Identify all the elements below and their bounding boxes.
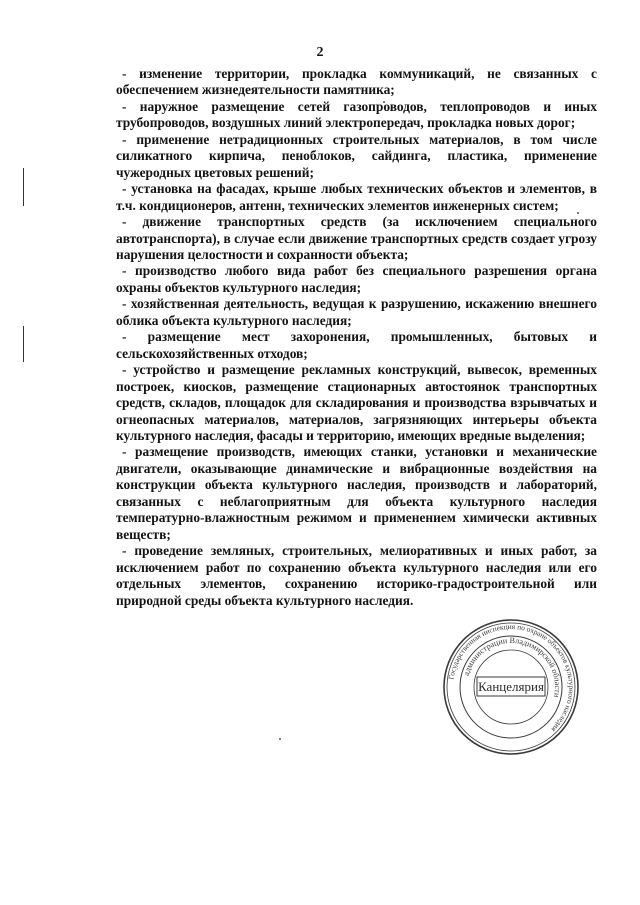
restriction-item: - размещение мест захоронения, промышленных, бытовых и сельскохозяйственных отходов; (116, 329, 597, 361)
body-text (116, 66, 597, 609)
office-stamp (441, 617, 581, 757)
restriction-item: - размещение производств, имеющих станки, установки и механические двигатели, оказывающие динамические и вибрационные воздействия на конструкции объекта культурного наследия, производств и лабораторий, связанных с неблагоприятным для объекта культурного наследия температурно-влажностным режимом и применением химически активных веществ; (116, 444, 597, 542)
stamp-center-label: Канцелярия (478, 679, 544, 694)
scan-speck (279, 738, 281, 740)
restriction-item: - движение транспортных средств (за исключением специального автотранспорта), в случае если движение транспортных средств создает угрозу нарушения целостности и сохранности объекта; (116, 214, 597, 262)
restriction-item: - производство любого вида работ без специального разрешения органа охраны объектов культурного наследия; (116, 263, 597, 295)
restriction-item: - применение нетрадиционных строительных материалов, в том числе силикатного кирпича, пеноблоков, сайдинга, пластика, применение чужеродных цветовых решений; (116, 131, 597, 180)
scan-margin-mark-1 (23, 168, 24, 206)
restriction-item: - наружное размещение сетей газопроводов, теплопроводов и иных трубопроводов, воздушных линий электропередач, прокладка новых дорог; (116, 98, 597, 131)
restriction-item: - изменение территории, прокладка коммуникаций, не связанных с обеспечением жизнедеятельности памятника; (116, 66, 597, 98)
restriction-item: - установка на фасадах, крыше любых технических объектов и элементов, в т.ч. кондиционеров, антенн, технических элементов инженерных систем; (116, 181, 597, 213)
restriction-item: - проведение земляных, строительных, мелиоративных и иных работ, за исключением работ по сохранению объекта культурного наследия или его отдельных элементов, сохранению историко-градостроительной или природной среды объекта культурного наследия. (116, 543, 597, 608)
stamp-outer-text: Государственная инспекция по охране объектов культурного наследия (446, 621, 577, 734)
restriction-item: - устройство и размещение рекламных конструкций, вывесок, временных построек, киосков, размещение стационарных автостоянок транспортных средств, складов, площадок для складирования и производства взрывчатых и огнеопасных материалов, материалов, загрязняющих интерьеры объекта культурного наследия, фасады и территорию, имеющих вредные выделения; (116, 362, 597, 443)
scan-margin-mark-2 (23, 326, 24, 362)
stamp-inner-text: администрации Владимирской области (461, 635, 563, 699)
restriction-item: - хозяйственная деятельность, ведущая к разрушению, искажению внешнего облика объекта культурного наследия; (116, 296, 597, 328)
page-number: 2 (316, 45, 324, 60)
